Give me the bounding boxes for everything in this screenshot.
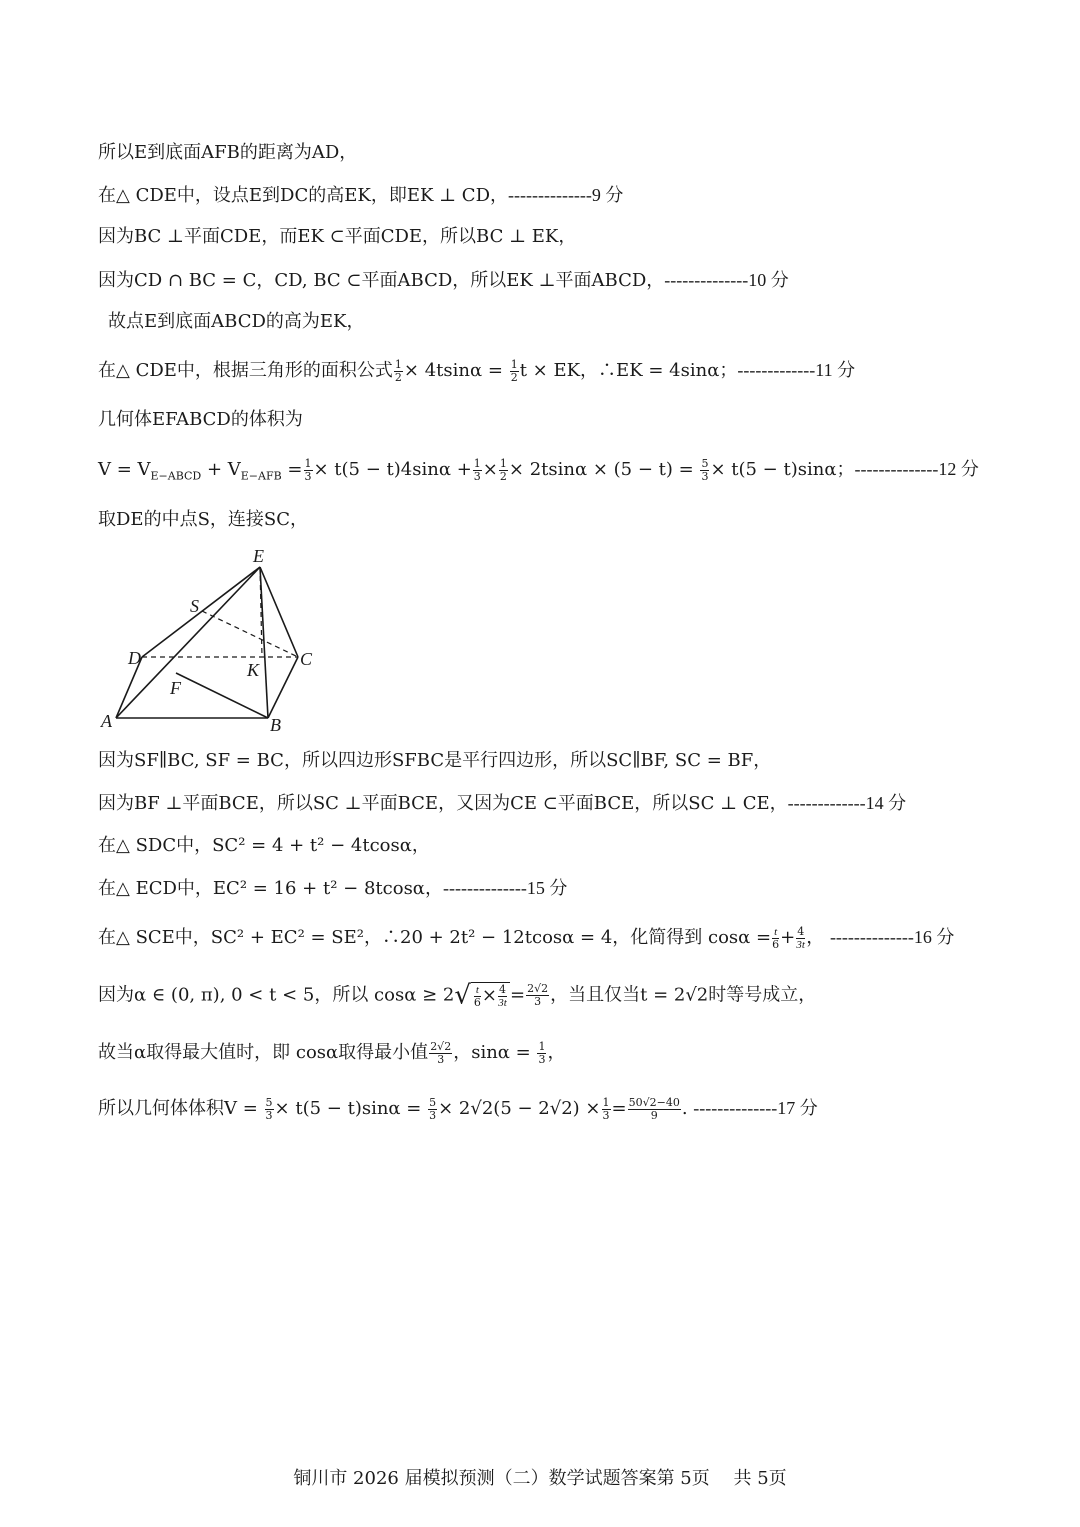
frac-2root2-3: $\frac{2√2}{3}$ <box>527 982 549 1008</box>
frac-final: $\frac{50√2-40}{9}$ <box>628 1095 680 1122</box>
sqrt-content: $\frac{t}{6}$ × $\frac{4}{3t}$ <box>471 982 510 1009</box>
text-line-4: 因为CD ∩ BC = C，CD, BC ⊂平面ABCD，所以EK ⊥平面ABCD，--------------10 分 <box>98 270 789 291</box>
label-B: B <box>270 715 281 735</box>
score-9: --------------9 分 <box>508 185 624 205</box>
text-line-12: 在△ SDC中，SC² = 4 + t² − 4tcosα， <box>98 835 430 856</box>
score-15: --------------15 分 <box>442 878 568 898</box>
text-line-11: 因为BF ⊥平面BCE，所以SC ⊥平面BCE，又因为CE ⊂平面BCE，所以SC ⊥ CE，-------------14 分 <box>98 793 907 814</box>
score-16: --------------16 分 <box>829 927 955 947</box>
frac-t6-2: $\frac{t}{6}$ <box>473 983 481 1009</box>
label-E: E <box>253 546 264 566</box>
label-A: A <box>101 711 112 731</box>
text-line-13: 在△ ECD中，EC² = 16 + t² − 8tcosα，--------------15 分 <box>98 878 568 899</box>
frac-fivethird-1: $\frac{5}{3}$ <box>701 456 709 483</box>
frac-half-3: $\frac{1}{2}$ <box>499 456 507 483</box>
frac-third-1: $\frac{1}{3}$ <box>304 456 312 483</box>
text-line-1: 所以E到底面AFB的距离为AD， <box>98 142 358 163</box>
label-K: K <box>247 660 260 680</box>
frac-third-2: $\frac{1}{3}$ <box>473 456 481 483</box>
edge-BC <box>268 657 298 718</box>
label-D: D <box>128 648 141 668</box>
label-F: F <box>170 678 181 698</box>
text-line-10: 因为SF∥BC, SF = BC，所以四边形SFBC是平行四边形，所以SC∥BF, SC = BF， <box>98 750 772 771</box>
page-footer: 铜川市 2026 届模拟预测（二）数学试题答案第 5页 共 5页 <box>293 1468 787 1489</box>
frac-4-3t-2: $\frac{4}{3t}$ <box>498 982 507 1009</box>
frac-t6: $\frac{t}{6}$ <box>772 925 780 951</box>
text-line-2: 在△ CDE中，设点E到DC的高EK，即EK ⊥ CD，--------------9 分 <box>98 185 624 206</box>
edge-SC-hidden <box>202 611 298 657</box>
text-line-8: $V = V_{E-ABCD} + V_{E-AFB}$ = $\frac{1}{3}$ × t(5 − t)4sinα + $\frac{1}{3}$ × $\frac{1}{2}$ × 2tsinα × (5 − t) = $\frac{5}{3}$ × t(5 − t)sinα；--------------12 分 <box>98 456 979 483</box>
text-line-14: 在△ SCE中，SC² + EC² = SE²，∴20 + 2t² − 12tcosα = 4，化简得到 cosα = $\frac{t}{6}$ + $\frac{4}{3t}$ ， --------------16 分 <box>98 924 955 951</box>
geometry-figure <box>98 545 328 735</box>
text-line-6: 在△ CDE中，根据三角形的面积公式 $\frac{1}{2}$ × 4tsinα = $\frac{1}{2}$ t × EK，∴EK = 4sinα；-------------11 分 <box>98 357 856 384</box>
text-line-17: 所以几何体体积V = $\frac{5}{3}$ × t(5 − t)sinα = $\frac{5}{3}$ × 2√2(5 − 2√2) × $\frac{1}{3}$ = $\frac{50√2-40}{9}$ . --------------17 分 <box>98 1095 818 1122</box>
score-10: --------------10 分 <box>664 270 789 290</box>
frac-half: $\frac{1}{2}$ <box>394 357 402 384</box>
score-11: -------------11 分 <box>737 360 856 380</box>
frac-third-3: $\frac{1}{3}$ <box>538 1039 546 1066</box>
sqrt-radical-icon: √ <box>454 980 471 1011</box>
score-12: --------------12 分 <box>854 459 979 479</box>
text-line-5: 故点E到底面ABCD的高为EK， <box>108 311 365 332</box>
text-line-9: 取DE的中点S，连接SC， <box>98 509 309 530</box>
score-14: -------------14 分 <box>787 793 907 813</box>
frac-4-3t: $\frac{4}{3t}$ <box>796 924 805 951</box>
score-17: --------------17 分 <box>693 1098 818 1118</box>
label-S: S <box>190 596 199 616</box>
text-line-7: 几何体EFABCD的体积为 <box>98 409 303 430</box>
text-line-16: 故当α取得最大值时，即 cosα取得最小值 $\frac{2√2}{3}$ ，sinα = $\frac{1}{3}$ ， <box>98 1039 566 1066</box>
frac-fivethird-3: $\frac{5}{3}$ <box>429 1095 437 1122</box>
frac-fivethird-2: $\frac{5}{3}$ <box>265 1095 273 1122</box>
frac-half-2: $\frac{1}{2}$ <box>510 357 518 384</box>
edge-EA <box>116 567 260 718</box>
text-line-3: 因为BC ⊥平面CDE，而EK ⊂平面CDE，所以BC ⊥ EK， <box>98 226 577 247</box>
label-C: C <box>300 649 313 669</box>
edge-ED <box>142 567 260 657</box>
frac-2root2-3-2: $\frac{2√2}{3}$ <box>430 1039 452 1066</box>
edge-EC <box>260 567 298 657</box>
text-line-15: 因为α ∈ (0, π), 0 < t < 5，所以 cosα ≥ 2√ $\frac{t}{6}$ × $\frac{4}{3t}$ = $\frac{2√2}{3}$ ，当且仅当t = 2√2时等号成立， <box>98 980 817 1011</box>
frac-third-4: $\frac{1}{3}$ <box>602 1095 610 1122</box>
